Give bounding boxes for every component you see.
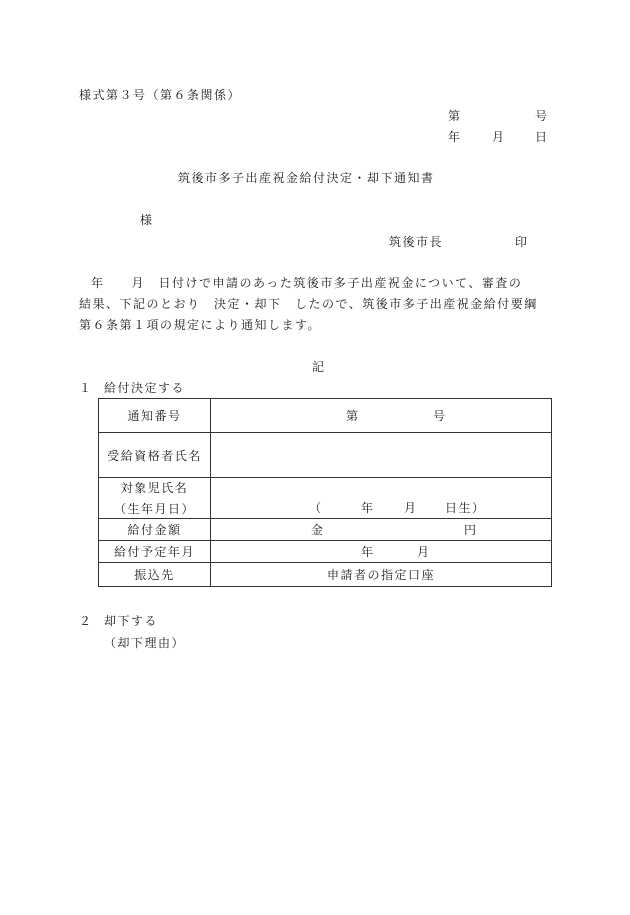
amount-kin: 金 (311, 523, 324, 537)
section-2-label: 却下する (104, 614, 159, 628)
child-birthdate-label: （生年月日） (113, 502, 195, 516)
document-title: 筑後市多子出産祝金給付決定・却下通知書 (178, 171, 435, 185)
notice-number-go: 号 (433, 409, 446, 423)
notice-number-dai: 第 (346, 409, 359, 423)
body-line-1: 年 月 日付けで申請のあった筑後市多子出産祝金について、審査の (91, 276, 523, 290)
table-row-recipient (99, 433, 551, 478)
issuer-name: 筑後市長 (389, 235, 444, 249)
table-row-schedule (99, 541, 551, 563)
header-tsuki: 月 (492, 130, 505, 144)
header-dai: 第 (448, 109, 461, 123)
transfer-label: 振込先 (134, 568, 175, 582)
schedule-tsuki: 月 (417, 545, 430, 559)
form-number: 様式第３号（第６条関係） (79, 88, 242, 102)
child-birth-tsuki: 月 (404, 501, 417, 515)
header-go: 号 (535, 109, 548, 123)
schedule-nen: 年 (361, 545, 374, 559)
amount-yen: 円 (464, 523, 477, 537)
rejection-reason-label: （却下理由） (104, 636, 186, 650)
decision-table (98, 398, 552, 587)
section-1-label: 給付決定する (104, 381, 186, 395)
recipient-label: 受給資格者氏名 (107, 448, 202, 463)
notice-number-label: 通知番号 (127, 409, 182, 423)
body-line-3: 第６条第１項の規定により通知します。 (79, 318, 322, 332)
addressee-suffix: 様 (140, 213, 153, 227)
table-row-amount (99, 519, 551, 541)
body-line-2: 結果、下記のとおり 決定・却下 したので、筑後市多子出産祝金給付要綱 (79, 297, 538, 311)
section-1-number: １ (79, 381, 92, 395)
child-name-label: 対象児氏名 (120, 481, 189, 495)
section-2-number: ２ (79, 614, 92, 628)
table-row-child (99, 478, 551, 519)
recipient-value (211, 433, 551, 477)
header-nen: 年 (448, 130, 461, 144)
child-birth-nen: 年 (361, 501, 374, 515)
table-row-notice-number (99, 399, 551, 433)
issuer-seal: 印 (515, 235, 528, 249)
header-hi: 日 (535, 130, 548, 144)
transfer-value: 申請者の指定口座 (326, 568, 435, 582)
ki-label: 記 (312, 360, 325, 374)
child-birth-hi: 日生） (445, 501, 486, 515)
schedule-label: 給付予定年月 (113, 545, 195, 559)
amount-label: 給付金額 (127, 523, 182, 537)
child-birth-open: （ (309, 501, 322, 515)
table-row-transfer (99, 563, 551, 586)
